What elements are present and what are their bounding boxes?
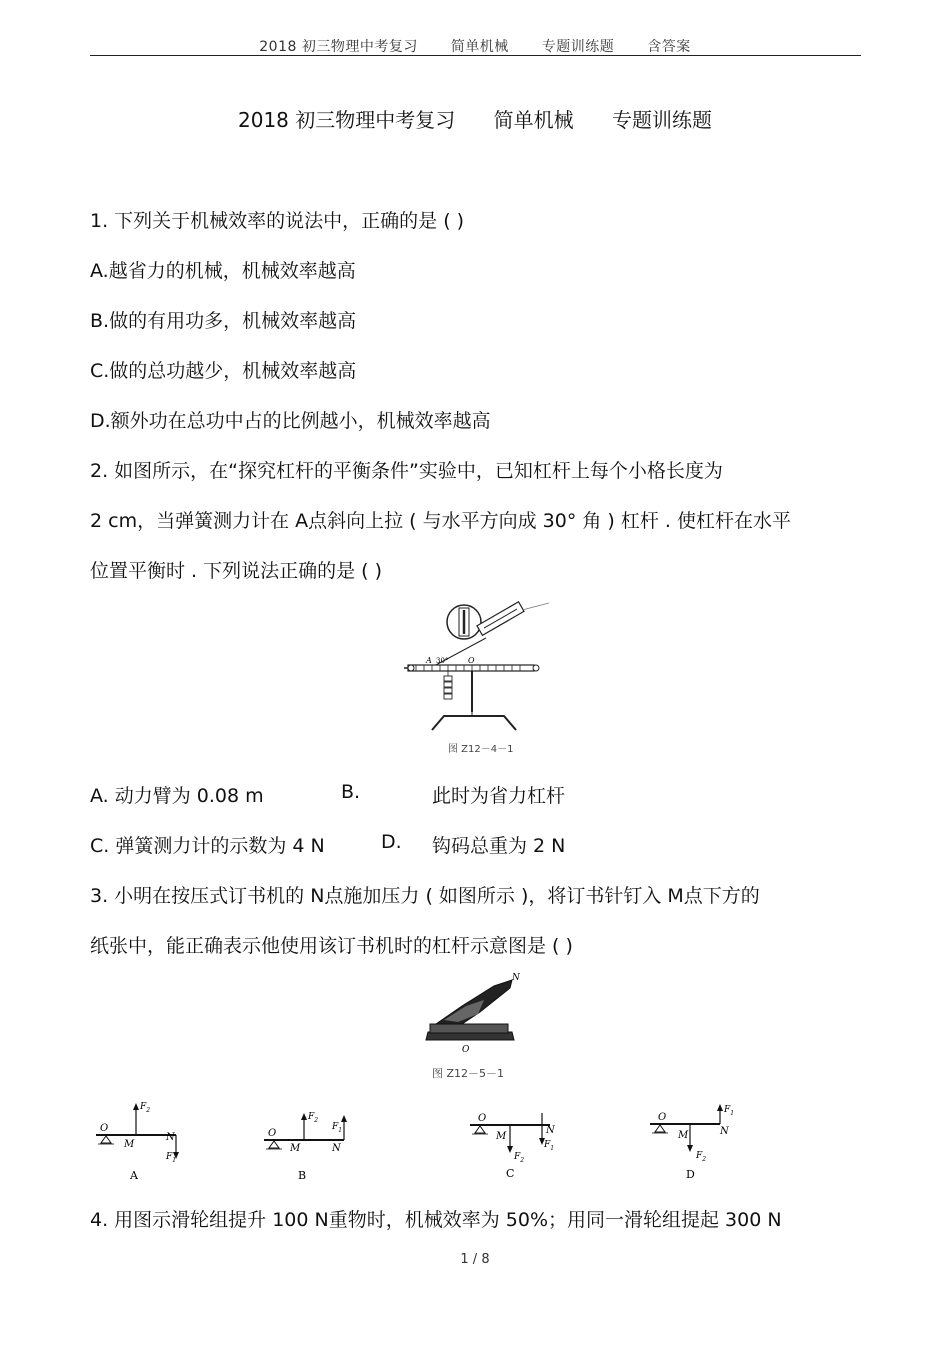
q2-option-b-letter: B. [341,781,361,803]
label-n: N [546,1125,555,1136]
header-text: 含答案 [647,39,691,55]
lever-option-a [92,1095,184,1185]
q2-stem-line3: 位置平衡时 . 下列说法正确的是 ( ) [90,560,383,582]
label-o: O [268,1128,277,1139]
label-f-up: $F_2$ [140,1102,151,1114]
q1-option-b: B.做的有用功多，机械效率越高 [90,310,357,332]
header-text: 简单机械 [450,39,509,55]
page-number: 1 / 8 [460,1252,490,1267]
header-divider [90,55,861,56]
title-part: 简单机械 [493,108,574,132]
title-part: 专题训练题 [611,108,712,132]
label-o: O [478,1113,487,1124]
q2-option-d: 钩码总重为 2 N [432,835,566,857]
label-n: N [166,1132,175,1143]
q2-stem-line2: 2 cm，当弹簧测力计在 A点斜向上拉 ( 与水平方向成 30° 角 ) 杠杆 . 使杠杆在水平 [90,510,791,532]
label-o: O [468,656,475,665]
label-f-down: $F_1$ [166,1152,177,1164]
label-m: M [124,1139,135,1150]
label-m: M [476,1015,486,1025]
q2-option-b: 此时为省力杠杆 [432,785,566,807]
q4-stem-line1: 4. 用图示滑轮组提升 100 N重物时，机械效率为 50%；用同一滑轮组提起 300 N [90,1209,782,1231]
q1-option-d: D.额外功在总功中占的比例越小，机械效率越高 [90,410,491,432]
q1-option-a: A.越省力的机械，机械效率越高 [90,260,356,282]
q3-stem-line2: 纸张中，能正确表示他使用该订书机时的杠杆示意图是 ( ) [90,935,573,957]
q3-figure-caption: 图 Z12－5－1 [432,1067,505,1080]
header-text: 专题训练题 [541,39,615,55]
label-f-up: $F_1$ [724,1105,735,1117]
page-header [0,36,950,56]
title-part: 2018 初三物理中考复习 [238,108,456,132]
label-n: N [512,973,520,983]
lever-option-b [260,1105,352,1185]
option-letter: A [130,1169,138,1182]
label-m: M [678,1130,689,1141]
option-letter: C [506,1167,515,1180]
label-a: A [426,656,432,665]
label-f-down: $F_2$ [514,1152,525,1164]
stapler-figure [422,970,528,1055]
label-f-up: $F_1$ [544,1140,555,1152]
q2-stem-line1: 2. 如图所示，在“探究杠杆的平衡条件”实验中，已知杠杆上每个小格长度为 [90,460,723,482]
label-m: M [290,1143,301,1154]
q2-option-c: C. 弹簧测力计的示数为 4 N [90,835,325,857]
label-n: N [720,1126,729,1137]
label-o: O [100,1123,109,1134]
option-letter: B [298,1169,307,1182]
q3-stem-line1: 3. 小明在按压式订书机的 N点施加压力 ( 如图所示 )，将订书针钉入 M点下方的 [90,885,760,907]
lever-experiment-figure [404,600,554,735]
q1-option-c: C.做的总功越少，机械效率越高 [90,360,357,382]
q1-stem: 1. 下列关于机械效率的说法中，正确的是 ( ) [90,210,465,232]
option-letter: D [686,1168,695,1181]
q2-figure-caption: 图 Z12－4－1 [448,744,514,755]
label-f-down: $F_2$ [696,1151,707,1163]
q2-option-d-letter: D. [381,831,402,853]
q2-option-a: A. 动力臂为 0.08 m [90,785,264,807]
label-n: N [332,1143,341,1154]
label-f-down: $F_1$ [332,1122,343,1134]
lever-option-c [466,1105,566,1185]
label-angle: 30° [436,657,449,665]
label-m: M [496,1131,507,1142]
header-text: 2018 初三物理中考复习 [259,39,418,55]
label-f-up: $F_2$ [308,1112,319,1124]
label-o: O [658,1112,667,1123]
lever-option-d [646,1098,746,1184]
document-title [0,104,950,133]
label-o: O [462,1045,470,1055]
